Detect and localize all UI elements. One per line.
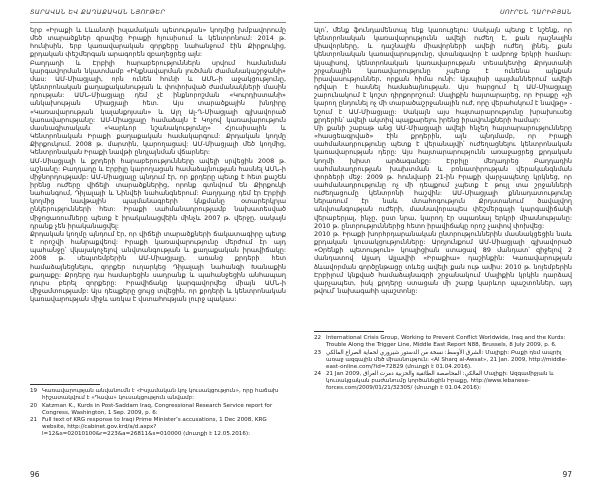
right-footnotes xyxy=(314,335,572,393)
footnote xyxy=(314,371,572,392)
right-page-number: 97 xyxy=(562,470,572,479)
footnote xyxy=(30,417,286,438)
footnote xyxy=(314,335,572,349)
left-footnotes xyxy=(30,388,286,439)
footnote-text: الشرق الأوسط: نسخة من الدستور شيروري لحماية الصراع المالكي: Մալիքի: Բաքի դեմ ապրիլ առաջ ազգային մեծ միասնություն: «Al Sharq al-Awsat», 21 Jan. 2009, http://middle-east-online.com/?id=72829 (մուտքի է 01.04.2016). xyxy=(326,349,568,370)
right-page xyxy=(300,0,600,490)
left-page-number: 96 xyxy=(30,470,40,479)
footnote xyxy=(30,388,286,402)
footnote-text: International Crisis Group, Working to Prevent Conflict Worldwide, Iraq and the Kurds: Trouble Along the Trigger Line, Middle East Report N88, Brussels, 8 July 2009, p. 6. xyxy=(326,335,566,348)
footnote-number: 23 xyxy=(314,349,322,356)
footnote xyxy=(30,403,286,417)
left-footnote-separator xyxy=(30,384,100,385)
left-body-text: երբ «Իրաքի և Լևանտի իսլամական պետության» կողմից խմբավորումը մեծ տարածքներ գրավեց Իրաքի հյուսիսում և կենտրոնում: 2014 թ. հունիսին, երբ կառավարական զորքերը նահանջում էին Քիրքուկից, քրդական փեշմերգան արագորեն զբաղեցրեց այն: Բաղդադի և Էրբիլի հարաբերություններն սրվում համանման կարգավորման նկատմամբ «Ինքնավարման լուծման ժամանակաշրջանի» մաս: ԱՄ-Միացյալի, որն ունեն հունի և ԱՄՆ-ի աջակցությունը, կենտրոնական քաղաքականության և փոփոխված ժամանակների մասին դրության: ԱՄՆ-Միացյալը դեմ չէ ինքնորոշման «Կուրդիստանի» անկախության Միացյալի հետ. Այս տարածքային խնդիրը «Կառավարության կալանքոյսան» և Ալղ Ալ-Ղ-Միացյալի գլխավորած կառավարությանը: ԱՄ-Միացյալը համաձայն է Կոչով կառավարություն մասնագիտական «Կարևոր նշանակությունը» Հյուսիսային և Կենտրոնական Իրաքի քաղաքական համակարգում: Քրդական կողմը Քիրքուկում, 2008 թ. մարտին, կարողացավ: ԱՄ-Միացյալի մեծ կողմից, Կենտրոնական Իրաքի նավթի ընդլայնման վճարներ: ԱՄ-Միացյալի և քրդերի հարաբերությունները ավելի սրվեցին 2008 թ. աշնանը: Բաղդադը և Էրբիլը կարողացան համաձայնության հասնել ԱՄՆ-ի միջնորդությամբ: ԱՄ-Միացյալը պնդում էր, որ քրդերը պետք է հետ քաշեն իրենց ուժերը վիճելի տարածքներից, որոնք գտնվում են Քիրքուկի նահանգում, Դիյալայի և Նինվեի նահանգներում: Բաղդադը դեմ էր Էրբիլի կողմից նավթային պայմանագրերի կնքմանը օտարերկրյա ընկերությունների հետ: Իրաքի սահմանադրությամբ նախատեսված միջոցառումները պետք է իրականացվեին մինչև 2007 թ. վերջը, սակայն դրանք չեն իրականացվել: Քրդական կողմը պնդում էր, որ վիճելի տարածքների ճակատագիրը պետք է որոշվի հանրաքվեով: Իրաքի կառավարությունը մերժում էր այդ պահանջը՝ վկայակոչելով անվտանգության և քաղաքական իրավիճակը: 2008 թ. սեպտեմբերին ԱՄ-Միացյալը, առանց քրդերի հետ համաձայնեցնելու, զորքեր ուղարկեց Դիյալայի նահանգի Խանաքին քաղաքը: Քրդերը դա համարեցին սադրանք և պահանջեցին անհապաղ դուրս բերել զորքերը: Իրավիճակը կարգավորվեց միայն ԱՄՆ-ի միջամտությամբ: Այս դեպքերը ցույց տվեցին, որ քրդերի և կենտրոնական կառավարության միջև առկա է վստահության լուրջ պակաս: xyxy=(30,26,286,304)
footnote-number: 24 xyxy=(314,371,322,378)
footnote-number: 22 xyxy=(314,335,322,341)
footnote-text: 21 Jan 2009, المالكي: المحاصصة الطائفية والحزبية دمرت العراق Մալիքի: Ազգամիջյան և կուսակցական բաժանումը կործանեցին Իրաքը, http://www.lebanese-forces.com/2009/01/21/32305/ (մուտքի է 01.04.2016): xyxy=(326,371,554,392)
footnote-text: Կառավարության անվանումն է «Իսլամական կոչ կուսակցություն», որը հաճախ հիշատակվում է «Դավա» կուսակցություն անվամբ: xyxy=(42,388,279,401)
footnote xyxy=(314,350,572,371)
right-footnote-separator xyxy=(314,331,384,332)
right-running-head: ՍՈՒՐԵՆ ՂԱՐԻԲՅԱՆ xyxy=(314,8,572,23)
footnote-text: Full text of KRG response to Iraqi Prime Minister’s accusations, 1 Dec 2008, KRG website, http://cabinet.gov.krd/a/d.aspx?l=12&s=02010100&r=223&a=26811&s=010000 (մուտքի է 12.05.2016): xyxy=(42,417,267,438)
right-body-text: Ալո՛, մենք ֆունդամենտալ ենք կառուցելու: Սակայն պետք է նշենք, որ կենտրոնական կառավարությունն ավելի ուժեղ է, քան դաշնային միավորները, և դաշնային միավորների ավելի ուժեղ լինել, քան կենտրոնական կառավարությունը, վտանգավոր է ամբողջ երկրի համար: Այսպիսով, կենտրոնական կառավարության տեսակետից Քրդստանի շրջանային կառավարությունը չպետք է ունենա այնքան իրավասություններ, որքան հիմա ունի: Այսպիսի պայմաններում ավելի դժվար է հասնել համաձայնության. Այս հարցում էլ ԱՄ-Միացյալը շարունակում է կոշտ դիրքորոշում: Մալիքին հայտարարեց, որ Իրաքը «չի կարող ընդունել ոչ մի տարածաշրջանային ուժ, որը վերահսկում է նավթը» - նշում է ԱՄ-Միացյալը: Սակայն այս հայտարարությունը խրախուսեց քրդերին՝ ավելի ակտիվ պայքարելու իրենց իրավունքների համար: Մի քանի շաբաթ անց ԱՄ-Միացյալի ավելի հնչեղ հայտարարությունները «հասցեագրված» էին քրդերին, այն պնդմամբ, որ Իրաքի սահմանադրությունը պետք է վերանայվի՝ ուժեղացնելու կենտրոնական կառավարության դերը: Այս հայտարարությունն առաջացրեց քրդական կողմի խիստ արձագանքը: Էրբիլը մեղադրեց Բաղդադին սահմանադրության խախտման և բռնատիրության վերականգնման փորձերի մեջ: 2009 թ. հունվարի 21-ին Իրաքի վարչապետը կրկնեց, որ սահմանադրությունը ոչ մի դեպքում չպետք է թույլ տա շրջանների ուժեղացումը կենտրոնի հաշվին: ԱՄ-Միացյալի քննադատությունը ներառում էր նաև մտահոգություն Քրդստանում ծավալվող անվտանգության ուժերի, մասնավորապես փեշմերգայի կարգավիճակի վերաբերյալ, ինչը, ըստ նրա, կարող էր սպառնալ երկրի միասնությանը: 2010 թ. ընտրություններից հետո իրավիճակը որոշ չափով փոխվեց: 2010 թ. Իրաքի խորհրդարանական ընտրություններին մասնակցեցին նաև քրդական կուսակցությունները: Արդյունքում ԱՄ-Միացյալի գլխավորած «Օրենքի պետություն» կոալիցիան ստացավ 89 մանդատ՝ զիջելով 2 մանդատով Այյադ Ալլավիի «Իրաքիա» դաշինքին: Կառավարության ձևավորման գործընթացը տևեց ավելի քան ութ ամիս: 2010 թ. նոյեմբերին Էրբիլում կնքված համաձայնագրի շրջանակում Մալիքին կրկին դարձավ վարչապետ, իսկ քրդերը ստացան մի շարք կարևոր պաշտոններ, այդ թվում՝ նախագահի պաշտոնը: xyxy=(314,26,572,295)
footnote-number: 20 xyxy=(30,402,38,409)
footnote-number: 19 xyxy=(30,388,38,394)
footnote-text: Katzman K., Kurds in Post-Saddam Iraq, Congressional Research Service report for Congress, Washington, 1 Sep. 2009, p. 6: xyxy=(42,402,273,416)
footnote-number: 21 xyxy=(30,417,38,424)
left-running-head: ՏԱՐԱՎԱՆ ԵՎ ՔԱՂԱՔԱԿԱՆ ՆՅՈՒԹԵՐ xyxy=(30,8,286,23)
